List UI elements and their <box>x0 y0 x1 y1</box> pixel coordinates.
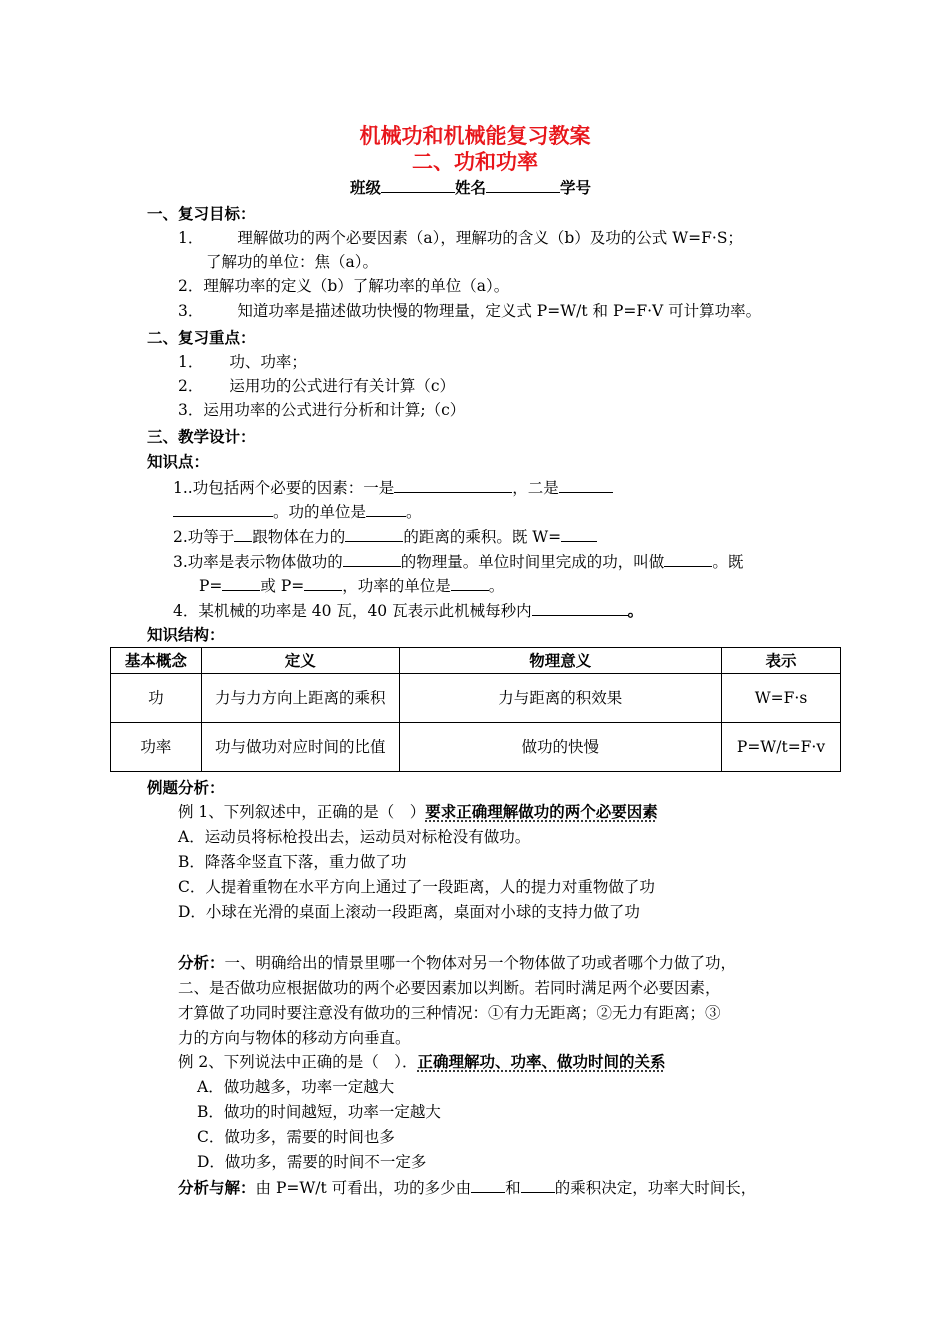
fill-blank[interactable] <box>561 525 597 542</box>
class-blank[interactable] <box>381 176 455 193</box>
fill-blank[interactable] <box>451 574 489 591</box>
table-cell: 力与力方向上距离的乘积 <box>201 674 399 723</box>
knowledge-point-2: 2.功等于 跟物体在力的 的距离的乘积。既 W= <box>173 525 597 548</box>
analysis-line-3: 才算做了功同时要注意没有做功的三种情况：①有力无距离；②无力有距离；③ <box>178 1004 721 1022</box>
fill-blank[interactable] <box>559 476 613 493</box>
student-info-line <box>350 176 591 199</box>
analysis-line-4: 力的方向与物体的移动方向垂直。 <box>178 1029 411 1047</box>
table-header: 表示 <box>722 648 841 674</box>
section-heading-design: 三、教学设计： <box>147 427 256 446</box>
example-2-option-a: A．做功越多，功率一定越大 <box>197 1078 395 1096</box>
goal-item-1-cont: 了解功的单位：焦（a）。 <box>206 253 378 271</box>
table-cell: 功与做功对应时间的比值 <box>201 723 399 772</box>
fill-blank[interactable] <box>471 1176 505 1193</box>
example-2-option-c: C．做功多，需要的时间也多 <box>197 1128 395 1146</box>
section-heading-goals: 一、复习目标： <box>147 204 256 223</box>
example-1-option-d: D．小球在光滑的桌面上滚动一段距离，桌面对小球的支持力做了功 <box>178 903 640 921</box>
examples-heading: 例题分析： <box>147 778 225 797</box>
keypoint-item-1: 1． 功、功率； <box>178 353 307 371</box>
example-2-option-d: D．做功多，需要的时间不一定多 <box>197 1153 427 1171</box>
example-1-emphasis: 要求正确理解做功的两个必要因素 <box>425 802 658 821</box>
keypoint-item-3: 3．运用功率的公式进行分析和计算;（c） <box>178 401 466 419</box>
table-header: 基本概念 <box>111 648 202 674</box>
knowledge-structure-table <box>110 647 841 772</box>
table-header: 定义 <box>201 648 399 674</box>
knowledge-point-3-cont: P= 或 P= ，功率的单位是 。 <box>199 574 504 597</box>
table-cell: 功 <box>111 674 202 723</box>
goal-item-2: 2．理解功率的定义（b）了解功率的单位（a）。 <box>178 277 510 295</box>
name-blank[interactable] <box>486 176 560 193</box>
table-cell: W=F·s <box>722 674 841 723</box>
example-1-question: 例 1、下列叙述中，正确的是（ ）要求正确理解做功的两个必要因素 <box>178 802 658 821</box>
document-title: 机械功和机械能复习教案 <box>359 123 591 148</box>
table-cell: 做功的快慢 <box>399 723 721 772</box>
table-row <box>111 674 841 723</box>
knowledge-point-3: 3.功率是表示物体做功的 的物理量。单位时间里完成的功，叫做 。既 <box>173 550 743 573</box>
analysis-line-2: 二、是否做功应根据做功的两个必要因素加以判断。若同时满足两个必要因素， <box>178 979 721 997</box>
knowledge-point-4: 4．某机械的功率是 40 瓦，40 瓦表示此机械每秒内 。 <box>173 601 644 620</box>
analysis-solution-line: 分析与解：由 P=W/t 可看出，功的多少由 和 的乘积决定，功率大时间长， <box>178 1178 757 1197</box>
fill-blank[interactable] <box>532 599 628 616</box>
knowledge-point-1: 1..功包括两个必要的因素：一是 ，二是 <box>173 476 613 499</box>
section-heading-keypoints: 二、复习重点： <box>147 328 256 347</box>
fill-blank[interactable] <box>343 550 401 567</box>
class-label: 班级 <box>350 178 382 197</box>
knowledge-points-heading: 知识点： <box>147 452 210 471</box>
example-1-option-a: A．运动员将标枪投出去，运动员对标枪没有做功。 <box>178 828 531 846</box>
fill-blank[interactable] <box>345 525 403 542</box>
goal-item-3: 3． 知道功率是描述做功快慢的物理量，定义式 P=W/t 和 P=F·V 可计算功率。 <box>178 302 762 320</box>
knowledge-point-1-cont: 。功的单位是 。 <box>173 500 422 523</box>
example-1-option-b: B．降落伞竖直下落，重力做了功 <box>178 853 407 871</box>
fill-blank[interactable] <box>173 500 273 517</box>
fill-blank[interactable] <box>394 476 512 493</box>
example-1-option-c: C．人提着重物在水平方向上通过了一段距离，人的提力对重物做了功 <box>178 878 655 896</box>
knowledge-structure-heading: 知识结构： <box>147 625 225 644</box>
fill-blank[interactable] <box>521 1176 555 1193</box>
goal-item-1: 1． 理解做功的两个必要因素（a），理解功的含义（b）及功的公式 W=F·S； <box>178 229 743 247</box>
fill-blank[interactable] <box>664 550 712 567</box>
fill-blank[interactable] <box>304 574 342 591</box>
table-header-row <box>111 648 841 674</box>
example-2-option-b: B．做功的时间越短，功率一定越大 <box>197 1103 441 1121</box>
example-2-emphasis: 正确理解功、功率、做功时间的关系 <box>417 1052 666 1071</box>
table-header: 物理意义 <box>399 648 721 674</box>
table-row <box>111 723 841 772</box>
table-cell: 功率 <box>111 723 202 772</box>
analysis-line-1: 分析：一、明确给出的情景里哪一个物体对另一个物体做了功或者哪个力做了功， <box>178 953 737 972</box>
fill-blank[interactable] <box>234 525 252 542</box>
table-cell: 力与距离的积效果 <box>399 674 721 723</box>
keypoint-item-2: 2． 运用功的公式进行有关计算（c） <box>178 377 456 395</box>
fill-blank[interactable] <box>222 574 260 591</box>
name-label: 姓名 <box>455 178 487 197</box>
fill-blank[interactable] <box>366 500 406 517</box>
example-2-question: 例 2、下列说法中正确的是（ ）．正确理解功、功率、做功时间的关系 <box>178 1052 666 1071</box>
table-cell: P=W/t=F·v <box>722 723 841 772</box>
document-subtitle: 二、功和功率 <box>412 149 538 174</box>
number-label: 学号 <box>560 178 592 197</box>
